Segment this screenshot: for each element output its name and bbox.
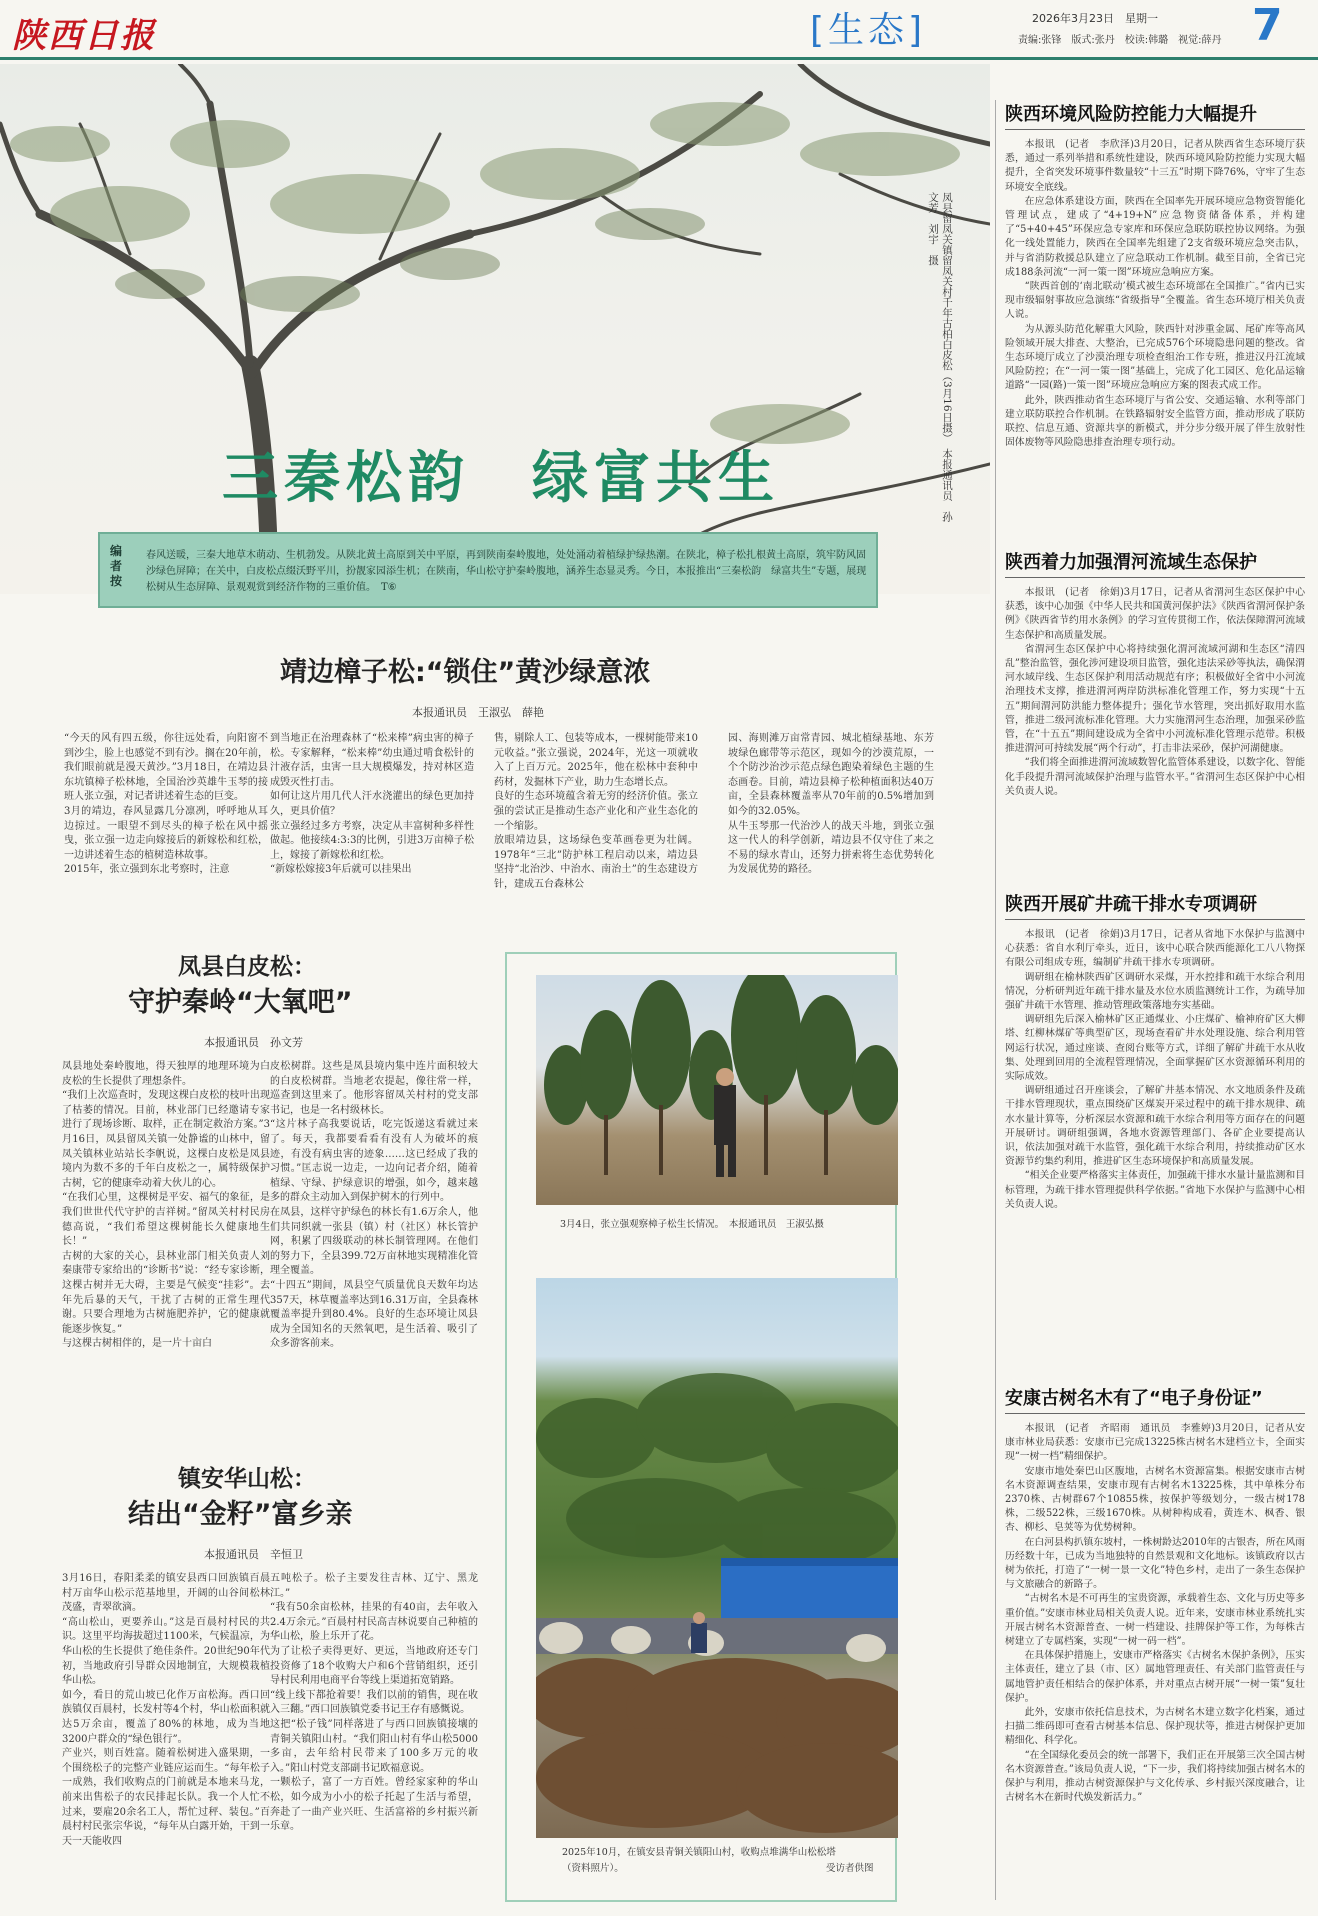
photo-jingbian-pines bbox=[536, 975, 898, 1205]
right-article-paragraph: 在应急体系建设方面，陕西在全国率先开展环境应急物资智能化管理试点，建成了“4+19+N”应急物资储备体系，并构建了“5+40+45”环保应急专家库和环保应急联防联控协议网络。为强化一线处置能力，陕西在全国率先组建了2支省级环境应急突击队，并与省消防救援总队建立了应急联动工作机制。截至目前，全省已完成188条河流“一河一策一图”环境应急响应方案。 bbox=[1005, 195, 1305, 278]
article-column: 园、海则滩万亩常青园、城北植绿基地、东芳坡绿色廊带等示范区，现如今的沙漠荒原，一个个防沙治沙示范点绿色跑染着绿色主题的生态画卷。目前，靖边县樟子松种植面积达40万亩，全县森林覆盖率从70年前的0.5%增加到如今的32.05%。 从牛玉琴那一代治沙人的战天斗地，到张立强这一代人的科学创新，靖边县不仅守住了来之不易的绿水青山，还努力拼索将生态优势转化为发展优势的路径。 bbox=[728, 733, 934, 876]
article-byline-zhenan: 本报通讯员 辛恒卫 bbox=[204, 1548, 303, 1561]
right-article-paragraph: 调研组在榆林陕西矿区调研水采煤，开水控排和疏干水综合利用情况，分析研判近年疏干排水量及水位水质监测统计工作，为疏导加强矿井疏干水管理、推动管理政策落地夯实基础。 bbox=[1005, 971, 1305, 1012]
right-article-paragraph: 调研组通过召开座谈会，了解矿井基本情况、水文地质条件及疏干排水管理现状，重点围绕矿区煤炭开采过程中的疏干排水规律、疏水水量计算等，分析深层水资源和疏干水综合利用等方面存在的问题开展研讨。调研组强调，各地水资源管理部门、各矿企业要提高认识，依法加强对疏干水监管，强化疏干水综合利用，持续推动矿区水资源节约集约利用，推进矿区生态环境保护和高质量发展。 bbox=[1005, 1085, 1305, 1168]
article-byline-jingbian: 本报通讯员 王淑弘 薛艳 bbox=[412, 706, 544, 719]
hero-photo bbox=[0, 64, 990, 594]
right-article-paragraph: “陕西首创的‘南北联动’模式被生态环境部在全国推广。”省内已实现市级辐射事故应急演练“省级指导”全覆盖。省生态环境厅相关负责人说。 bbox=[1005, 281, 1305, 321]
hero-title: 三秦松韵 绿富共生 bbox=[222, 446, 780, 511]
photo-zhenan-caption-line1: 2025年10月，在镇安县青铜关镇阳山村，收购点堆满华山松松塔 bbox=[562, 1847, 836, 1858]
article-column: 到当地正在治理森林了“松来棒”病虫害的樟子松。专家解释，“松来棒”幼虫通过啃食松针的汁液存活，虫害一旦大规模爆发，持对林区造成毁灭性打击。 如何让这片用几代人汗水浇灌出的绿色更加持久，更具价值？ 张立强经过多方考察，决定从丰富树种多样性做起。他接续4:3:3的比例，引进3万亩樟子松上，嫁接了新嫁松和红松。 “新嫁松嫁接3年后就可以挂果出 bbox=[270, 733, 474, 876]
right-article-paragraph: 在白河县构扒镇东坡村，一株树龄达2010年的古银杏，所在风雨历经数十年，已成为当地独特的自然景观和文化地标。该镇政府以古树为依托，打造了“一树一景一文化”特色乡村，走出了一条生态保护与文旅融合的新路子。 bbox=[1005, 1536, 1305, 1591]
section-label: [生态] bbox=[810, 10, 927, 51]
right-article-ancient-trees bbox=[1005, 1384, 1305, 1904]
right-article-paragraph: “我们将全面推进渭河流域数智化监管体系建设，以数字化、智能化手段提升渭河流域保护治理与监管水平。”省渭河生态区保护中心相关负责人说。 bbox=[1005, 757, 1305, 797]
article-column: “今天的风有四五级，你往远处看，向阳窗不到沙尘，脸上也感觉不到有沙。搁在20年前，我们眼前就是漫天黄沙。”3月18日，在靖边县东坑镇樟子松林地，全国治沙英雄牛玉琴的接班人张立强，对记者讲述着生态的巨变。 3月的靖边，春风显露几分凛冽，呼呼地从耳边掠过。一眼望不到尽头的樟子松在风中摇曳，张立强一边走向嫁接后的新嫁松和红松，一边讲述着生态的植树造林故事。 2015年，张立强到东北考察时，注意 bbox=[64, 733, 268, 876]
right-article-paragraph: “古树名木是不可再生的宝贵资源，承载着生态、文化与历史等多重价值。”安康市林业局相关负责人说。近年来，安康市林业系统扎实开展古树名木资源普查、一树一档建设、挂牌保护等工作，为每株古树建立了专属档案，实现“一树一码一档”。 bbox=[1005, 1593, 1305, 1648]
editors-line: 责编:张锋 版式:张丹 校读:韩璐 视觉:薛丹 bbox=[1018, 35, 1222, 46]
article-column: 皮松树群。这些是凤县境内集中连片面积较大的白皮松树群。当地老农提起，像往常一样，巡查到这里来了。他形容留凤关村村的党支部书记，也是一名村级林长。 “这片林子高我要说话，吃完饭递这看就过来了。每天，我都要看看有没有人为破坏的痕迹，有没有病虫害的迹象……这已经成了我的习惯。”匡志说一边走，一边向记者介绍，随着植绿、守绿、护绿意识的增强，如今，越来越多的群众主动加入到保护树木的行列中。 在凤县，这样守护绿色的林长有1.6万余人，他们共同织就一张县（镇）村（社区）林长管护网，积累了四级联动的林长制管理网。在他们的努力下，全县399.72万亩林地实现精准化管理全覆盖。 “十四五”期间，凤县空气质量优良天数年均达357天，林草覆盖率达到16.31万亩，全县森林覆盖率提升到80.4%。良好的生态环境让凤县成为全国知名的天然氧吧，是生活着、吸引了众多游客前来。 bbox=[270, 1061, 478, 1350]
right-article-paragraph: 本报讯 (记者 齐昭雨 通讯员 李雅婷)3月20日，记者从安康市林业局获悉：安康市已完成13225株古树名木建档立卡，全面实现“一树一档”精细保护。 bbox=[1005, 1423, 1305, 1463]
right-article-paragraph: “在全国绿化委员会的统一部署下，我们正在开展第三次全国古树名木资源普查。”该局负责人说，“下一步，我们将持续加强古树名木的保护与利用，推动古树资源保护与文化传承、乡村振兴深度融合，让古树名木在新时代焕发新活力。” bbox=[1005, 1749, 1305, 1804]
photo-zhenan-pinecones bbox=[536, 1278, 898, 1838]
pine-tree-illustration bbox=[0, 64, 990, 594]
column-divider bbox=[995, 100, 996, 1900]
pinecone-yard-icon bbox=[536, 1278, 898, 1838]
hero-photo-caption: 凤县留凤关镇留凤关村千年古柏白皮松（3月16日摄） 本报通讯员 孙文芳 刘宇 摄 bbox=[927, 192, 953, 522]
newspaper-masthead: 陕西日报 bbox=[12, 16, 156, 56]
right-article-weihe bbox=[1005, 548, 1305, 858]
photo-zhenan-credit: 受访者供图 bbox=[826, 1863, 874, 1874]
right-article-paragraph: 调研组先后深入榆林矿区正通煤业、小庄煤矿、榆神府矿区大柳塔、红柳林煤矿等典型矿区，现场查看矿井水处理设施、综合利用管网运行状况，通过座谈、查阅台账等方式，详细了解矿井疏干水从收集、处理到回用的全流程管理情况，全面掌握矿区水资源循环利用的实际成效。 bbox=[1005, 1014, 1305, 1083]
right-article-paragraph: 安康市地处秦巴山区腹地，古树名木资源富集。根据安康市古树名木资源调查结果，安康市现有古树名木13225株，其中单株分布2370株、古树群67个10855株，按保护等级划分，一级古树178株，二级522株，三级1670株。从树种构成看，黄连木、枫香、银杏、柳杉、皂荚等为优势树种。 bbox=[1005, 1465, 1305, 1534]
article-title-zhenan-line1: 镇安华山松： bbox=[178, 1466, 316, 1492]
issue-date: 2026年3月23日 星期一 bbox=[1032, 12, 1158, 25]
right-article-title: 陕西着力加强渭河流域生态保护 bbox=[1005, 548, 1305, 578]
page-number: 7 bbox=[1252, 0, 1283, 51]
article-byline-fengxian: 本报通讯员 孙文芳 bbox=[204, 1036, 303, 1049]
right-article-mine-drainage bbox=[1005, 890, 1305, 1370]
article-column: 五吨松子。松子主要发往吉林、辽宁、黑龙江。” “我有50余亩松林，挂果的有40亩，去年收入2.4万余元。”百晨村村民高吉林说要自己种植的华山松，脸上乐开了花。 为了让松子卖得更好、更远，当地政府还专门投资修了18个收购大户和6个营销组织，还引导村民利用电商平台等线上渠道拓宽销路。 “线上线下都抢着要！我们以前的销售，现在收入三翻。”西口回族镇党委书记王存有感慨说。 这把“松子钱”同样落进了与西口回族镇接壤的青铜关镇阳山村。“我们阳山村有华山松5000多亩，去年给村民带来了100多万元的收入。”阳山村党支部副书记欧福意说。 一颗松子，富了一方百姓。曾经家家种的华山松，如今成为小小的松子托起了生活与希望，奔赴了一曲产业兴旺、生活富裕的乡村振兴新乐章。 bbox=[270, 1573, 478, 1833]
right-article-title: 陕西开展矿井疏干排水专项调研 bbox=[1005, 890, 1305, 920]
right-article-environment-risk bbox=[1005, 100, 1305, 530]
right-article-paragraph: 为从源头防范化解重大风险，陕西针对涉重金属、尾矿库等高风险领域开展大排查、大整治，已完成576个环境隐患问题的整改。省生态环境厅成立了沙漠治理专项检查组治工作专班，推进汉丹江流域风险防控；在“一河一策一图”基础上，完成了化工园区、危化品运输道路“一园(路)一策一图”环境应急响应方案的图表式成工作。 bbox=[1005, 323, 1305, 392]
page-header bbox=[0, 0, 1318, 60]
right-article-title: 安康古树名木有了“电子身份证” bbox=[1005, 1384, 1305, 1414]
right-article-paragraph: 省渭河生态区保护中心将持续强化渭河流域河湖和生态区“清四乱”整治监管，强化涉河建设项目监管，强化违法采砂等执法，确保渭河水域岸线、生态区保护利用活动规范有序；积极做好全省中小河流治理技术支撑，推进渭河两岸防洪标准化管理工作，努力实现“十五五”期间渭河防洪能力整体提升；强化节水管理，突出抓好取用水监管，推进二级河流标准化管理。大力实施渭河生态治理，加强采砂监管，在“十五五”期间建设成为全省中小河流标准化管理示范带。积极推进渭河可持续发展“两个行动”，打击非法采砂，保护河湖健康。 bbox=[1005, 643, 1305, 755]
editor-note-box bbox=[98, 532, 878, 608]
right-article-paragraph: 此外，安康市依托信息技术，为古树名木建立数字化档案，通过扫描二维码即可查看古树基本信息、保护现状等，推进古树保护更加精细化、科学化。 bbox=[1005, 1707, 1305, 1747]
article-title-jingbian: 靖边樟子松:“锁住”黄沙绿意浓 bbox=[280, 657, 651, 688]
pine-grove-icon bbox=[536, 975, 898, 1205]
right-article-paragraph: 本报讯 (记者 徐娟)3月17日，记者从省渭河生态区保护中心获悉，该中心加强《中华人民共和国黄河保护法》《陕西省渭河保护条例》《陕西省节约用水条例》的学习宣传贯彻工作，依法保障渭河流域生态保护和高质量发展。 bbox=[1005, 587, 1305, 641]
article-column: 售，剔除人工、包装等成本，一棵树能带来10元收益。”张立强说，2024年，光这一项就收入了上百万元。2025年，他在松林中套种中药材，发掘林下产业，助力生态增长点。 良好的生态环境蕴含着无穷的经济价值。张立强的尝试正是推动生态产业化和产业生态化的一个缩影。 放眼靖边县，这场绿色变革画卷更为壮阔。1978年“三北”防护林工程启动以来，靖边县坚持“北治沙、中治水、南治土”的生态建设方针，建成五台森林公 bbox=[494, 733, 698, 890]
right-article-title: 陕西环境风险防控能力大幅提升 bbox=[1005, 100, 1305, 130]
right-article-paragraph: 本报讯 (记者 徐娟)3月17日，记者从省地下水保护与监测中心获悉：省自水利厅牵头，近日，该中心联合陕西能源化工八八物探有限公司组成专班，编制矿井疏干排水专项调研。 bbox=[1005, 929, 1305, 969]
right-article-paragraph: 在具体保护措施上，安康市严格落实《古树名木保护条例》，压实主体责任，建立了县（市、区）属地管理责任、有关部门监管责任与属地管护责任相结合的保护体系，并对重点古树开展“一树一策”复壮保护。 bbox=[1005, 1650, 1305, 1704]
article-title-fengxian-line1: 凤县白皮松： bbox=[178, 954, 316, 980]
editor-note-label: 编者按 bbox=[110, 544, 123, 588]
right-article-paragraph: 此外，陕西推动省生态环境厅与省公安、交通运输、水利等部门建立联防联控合作机制。在铁路辐射安全监管方面，推动形成了联防联控、信息互通、资源共享的新模式，并分步分级开展了伴生放射性固体废物等风险隐患排查治理专项行动。 bbox=[1005, 394, 1305, 449]
article-column: 凤县地处秦岭腹地，得天独厚的地理环境为白皮松的生长提供了理想条件。 “我们上次巡查时，发现这棵白皮松的枝叶出现了枯萎的情况。目前，林业部门已经邀请专家进行了现场诊断、取样，正在制定救治方案。”3月16日，凤县留凤关镇一处静谧的山林中，留凤关镇林业站站长李帆说，这棵白皮松是凤县境内为数不多的千年白皮松之一，属特级保护古树，它的健康牵动着大伙儿的心。 “在我们心里，这棵树是平安、福气的象征，是我们世世代代守护的吉祥树。”留凤关村村民房德高说，“我们希望这棵树能长久健康地生长！” 古树的大家的关心，县林业部门相关负责人刘秦康带专家给出的“诊断书”说：“经专家诊断，这棵古树并无大碍，主要是气候变“挂彩”。去年先后暴的天气，干扰了古树的正常生理代谢。只要合理地为古树施肥养护，它的健康就能逐步恢复。” 与这棵古树相伴的，是一片十亩白 bbox=[62, 1061, 270, 1350]
photo-jingbian-caption: 3月4日，张立强观察樟子松生长情况。 本报通讯员 王淑弘摄 bbox=[560, 1219, 824, 1230]
photo-zhenan-caption-line2: （资料照片）。 bbox=[562, 1863, 624, 1874]
article-column: 3月16日，春阳柔柔的镇安县西口回族镇百晨村万亩华山松示范基地里，开阔的山谷间松林茂盛，青翠欲滴。 “高山松山，更要养山。”这是百晨村村民的共识。这里平均海拔超过1100米，气候温凉，为华山松的生长提供了绝佳条件。20世纪90年代初，当地政府引导群众因地制宜，大规模栽植华山松。 如今，看日的荒山坡已化作万亩松海。西口回族镇仅百晨村，长发村等4个村，华山松面积就达5万余亩，覆盖了80%的林地，成为当地3200户群众的“绿色银行”。 产业兴，则百姓富。随着松树进入盛果期，一个围绕松子的完整产业链应运而生。“每年松子一成熟，我们收购点的门前就是本地来马龙，前来出售松子的农民排起长队。我一个人忙不过来，要雇20余名工人，帮忙过秤、装包。”百晨村村民张宗华说，“每年从白露开始，干到一天一天能收四 bbox=[62, 1573, 270, 1847]
right-article-paragraph: “相关企业要严格落实主体责任，加强疏干排水水量计量监测和目标管理，为疏干排水管理提供科学依据。”省地下水保护与监测中心相关负责人说。 bbox=[1005, 1170, 1305, 1210]
article-title-zhenan-line2: 结出“金籽”富乡亲 bbox=[128, 1499, 353, 1530]
article-title-fengxian-line2: 守护秦岭“大氧吧” bbox=[128, 987, 353, 1018]
right-article-paragraph: 本报讯 (记者 李欣泽)3月20日，记者从陕西省生态环境厅获悉，通过一系列举措和系统性建设，陕西环境风险防控能力实现大幅提升，全省突发环境事件数量较“十三五”时期下降76%，守牢了生态环境安全底线。 bbox=[1005, 139, 1305, 193]
editor-note-text: 春风送暖，三秦大地草木萌动、生机勃发。从陕北黄土高原到关中平原，再到陕南秦岭腹地，处处涌动着植绿护绿热潮。在陕北，樟子松扎根黄土高原，筑牢防风固沙绿色屏障；在关中，白皮松点缀沃野平川，扮靓家园添生机；在陕南，华山松守护秦岭腹地，涵养生态显灵秀。今日，本报推出“三秦松韵 绿富共生”专题，展现松树从生态屏障、景观观赏到经济作物的三重价值。 T⑥ bbox=[146, 550, 867, 593]
